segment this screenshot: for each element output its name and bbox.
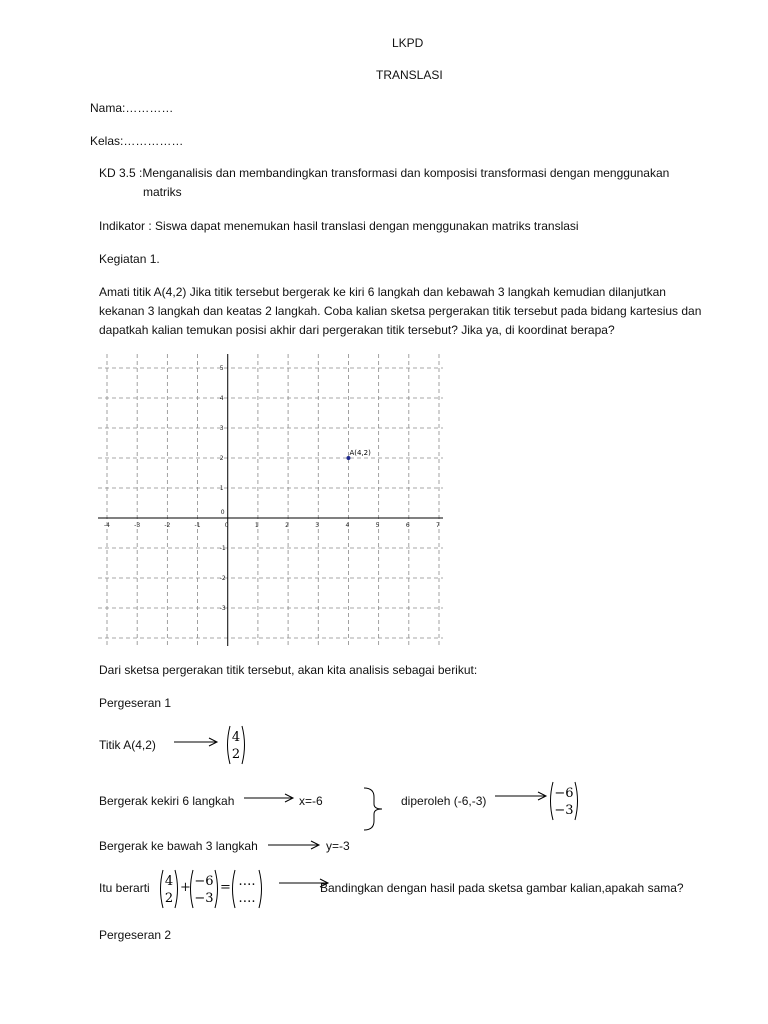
diperoleh-text: diperoleh (-6,-3) [401,794,487,808]
x-tick-label: 5 [375,522,380,529]
vector-a-bottom: 2 [231,747,241,762]
doc-title: LKPD [392,36,424,50]
vector-a-top: 4 [231,730,241,745]
vector-b-bottom: −3 [554,803,574,818]
x-equation: x=-6 [299,794,323,808]
plus-sign: + [180,880,191,895]
y-tick-label: 5 [219,365,224,372]
shift2-title: Pergeseran 2 [99,928,172,942]
right-brace-icon [362,786,390,832]
cartesian-graph [98,354,443,646]
problem-text: Amati titik A(4,2) Jika titik tersebut bergerak ke kiri 6 langkah dan kebawah 3 langkah kemudian dilanjutkan kekanan 3 langkah dan keatas 2 langkah. Coba kalian sketsa pergerakan titik tersebut pada bidang kartesius dan dapatkah kalian temukan posisi akhir dari pergerakan titik tersebut? Jika ya, di koordinat berapa? [99,285,702,337]
kd-line-2: matriks [143,185,182,199]
x-tick-label: 6 [405,522,410,529]
arrow-right-icon [244,792,296,804]
arrow-right-icon [174,736,220,748]
vector-sum-b [188,868,220,913]
y-tick-label: -2 [219,575,226,582]
y-tick-label: 0 [220,509,225,516]
bawah-label: Bergerak ke bawah 3 langkah [99,839,258,853]
y-tick-label: 2 [219,455,224,462]
titik-label: Titik A(4,2) [99,738,156,752]
vector-b [547,780,581,825]
vector-sum-a [158,868,180,913]
kd-statement [99,164,709,202]
y-tick-label: 1 [219,485,224,492]
vector-b-top: −6 [554,786,574,801]
shift1-title: Pergeseran 1 [99,696,172,710]
kiri-label: Bergerak kekiri 6 langkah [99,794,235,808]
y-tick-label: 3 [219,425,224,432]
doc-subtitle: TRANSLASI [376,68,443,82]
x-tick-label: -2 [164,522,171,529]
compare-text: Bandingkan dengan hasil pada sketsa gambar kalian,apakah sama? [320,881,684,895]
x-tick-label: -1 [194,522,201,529]
arrow-right-icon [495,790,549,802]
y-tick-label: 4 [219,395,224,402]
point-label: A(4,2) [349,449,371,457]
vector-a [224,724,248,769]
vector-sum-a-top: 4 [164,874,174,889]
equals-sign: = [220,880,231,895]
arrow-right-icon [268,839,322,851]
vector-result-bottom: …. [238,891,256,906]
x-tick-label: -3 [134,522,141,529]
y-tick-label: -1 [219,545,226,552]
kd-line-1: KD 3.5 :Menganalisis dan membandingkan transformasi dan komposisi transformasi dengan menggunakan [99,166,670,180]
vector-result-top: …. [238,874,256,889]
analysis-intro: Dari sketsa pergerakan titik tersebut, akan kita analisis sebagai berikut: [99,663,478,677]
vector-sum-b-bottom: −3 [194,891,214,906]
x-tick-label: 2 [285,522,289,529]
y-tick-label: -3 [219,605,226,612]
x-tick-label: 4 [345,522,350,529]
indikator: Indikator : Siswa dapat menemukan hasil translasi dengan menggunakan matriks translasi [99,219,579,233]
itu-berarti-label: Itu berarti [99,881,150,895]
x-tick-label: 0 [224,522,229,529]
vector-sum-b-top: −6 [194,874,214,889]
x-tick-label: 1 [254,522,259,529]
x-tick-label: -4 [104,522,110,529]
nama-field: Nama:………… [90,101,174,115]
kegiatan-title: Kegiatan 1. [99,252,160,266]
vector-sum-a-bottom: 2 [164,891,174,906]
y-equation: y=-3 [326,839,350,853]
kelas-field: Kelas:…………… [90,134,184,148]
x-tick-label: 3 [315,522,320,529]
x-tick-label: 7 [436,522,440,529]
vector-result [230,868,264,913]
